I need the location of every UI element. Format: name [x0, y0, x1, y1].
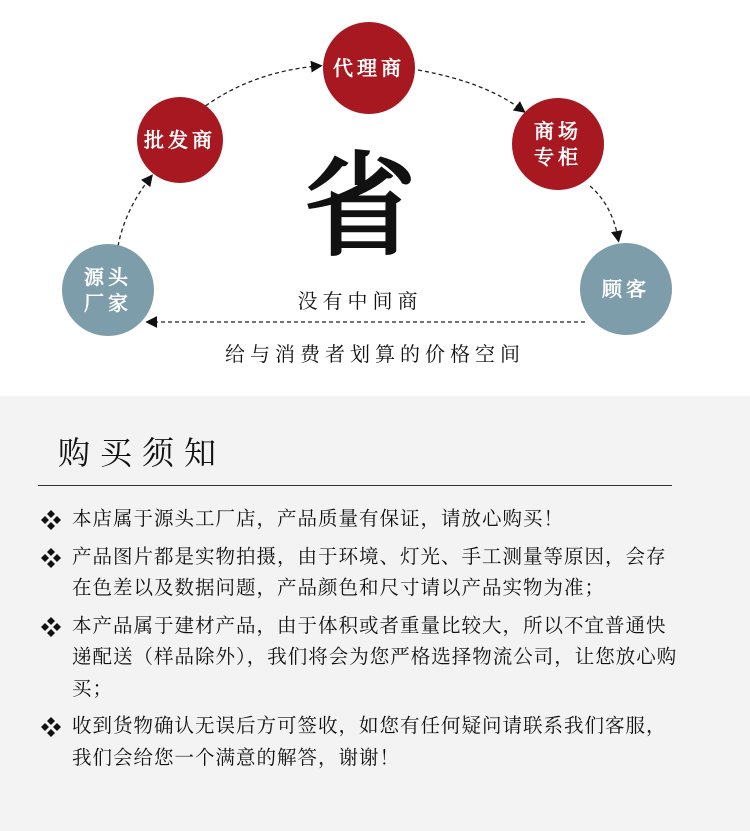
notice-item-text: 产品图片都是实物拍摄，由于环境、灯光、手工测量等原因，会存在色差以及数据问题，产品颜色和尺寸请以产品实物为准；	[72, 544, 667, 599]
notice-item-text: 本产品属于建材产品，由于体积或者重量比较大，所以不宜普通快递配送（样品除外），我们将会为您严格选择物流公司，让您放心购买；	[72, 613, 678, 700]
node-customer	[580, 243, 672, 335]
node-customer-label: 顾客	[602, 277, 650, 301]
diamond-bullet-icon	[38, 714, 64, 740]
node-source-factory	[62, 244, 154, 336]
node-mall-counter	[512, 98, 604, 190]
no-middleman-text: 没有中间商	[297, 289, 423, 313]
node-agent-label: 代理商	[333, 56, 405, 80]
diamond-bullet-icon	[38, 545, 64, 571]
node-source-line1: 源头	[84, 265, 132, 289]
notice-item	[38, 503, 678, 535]
title-divider	[38, 485, 672, 486]
notice-item	[38, 710, 678, 773]
notice-item	[38, 541, 678, 604]
node-mall-line2: 专柜	[534, 145, 582, 169]
arrow-wholesaler-to-agent	[200, 66, 318, 110]
supply-chain-panel	[0, 0, 750, 396]
diamond-bullet-icon	[38, 507, 64, 533]
node-wholesaler	[137, 97, 223, 183]
node-wholesaler-label: 批发商	[144, 128, 216, 152]
notice-item	[38, 610, 678, 705]
node-agent	[323, 22, 415, 114]
notice-title: 购买须知	[58, 434, 227, 472]
notice-item-text: 本店属于源头工厂店，产品质量有保证，请放心购买！	[72, 507, 565, 530]
node-mall-line1: 商场	[534, 119, 582, 143]
arrow-mall-to-customer	[590, 186, 618, 238]
notice-list	[38, 503, 678, 779]
price-tagline: 给与消费者划算的价格空间	[225, 342, 525, 366]
arrow-agent-to-mall	[418, 70, 522, 110]
save-character: 省	[304, 141, 416, 272]
arrow-source-to-wholesaler	[118, 178, 150, 246]
node-source-line2: 厂家	[84, 291, 132, 315]
diamond-bullet-icon	[38, 614, 64, 640]
notice-item-text: 收到货物确认无误后方可签收，如您有任何疑问请联系我们客服，我们会给您一个满意的解答，谢谢！	[72, 714, 667, 769]
